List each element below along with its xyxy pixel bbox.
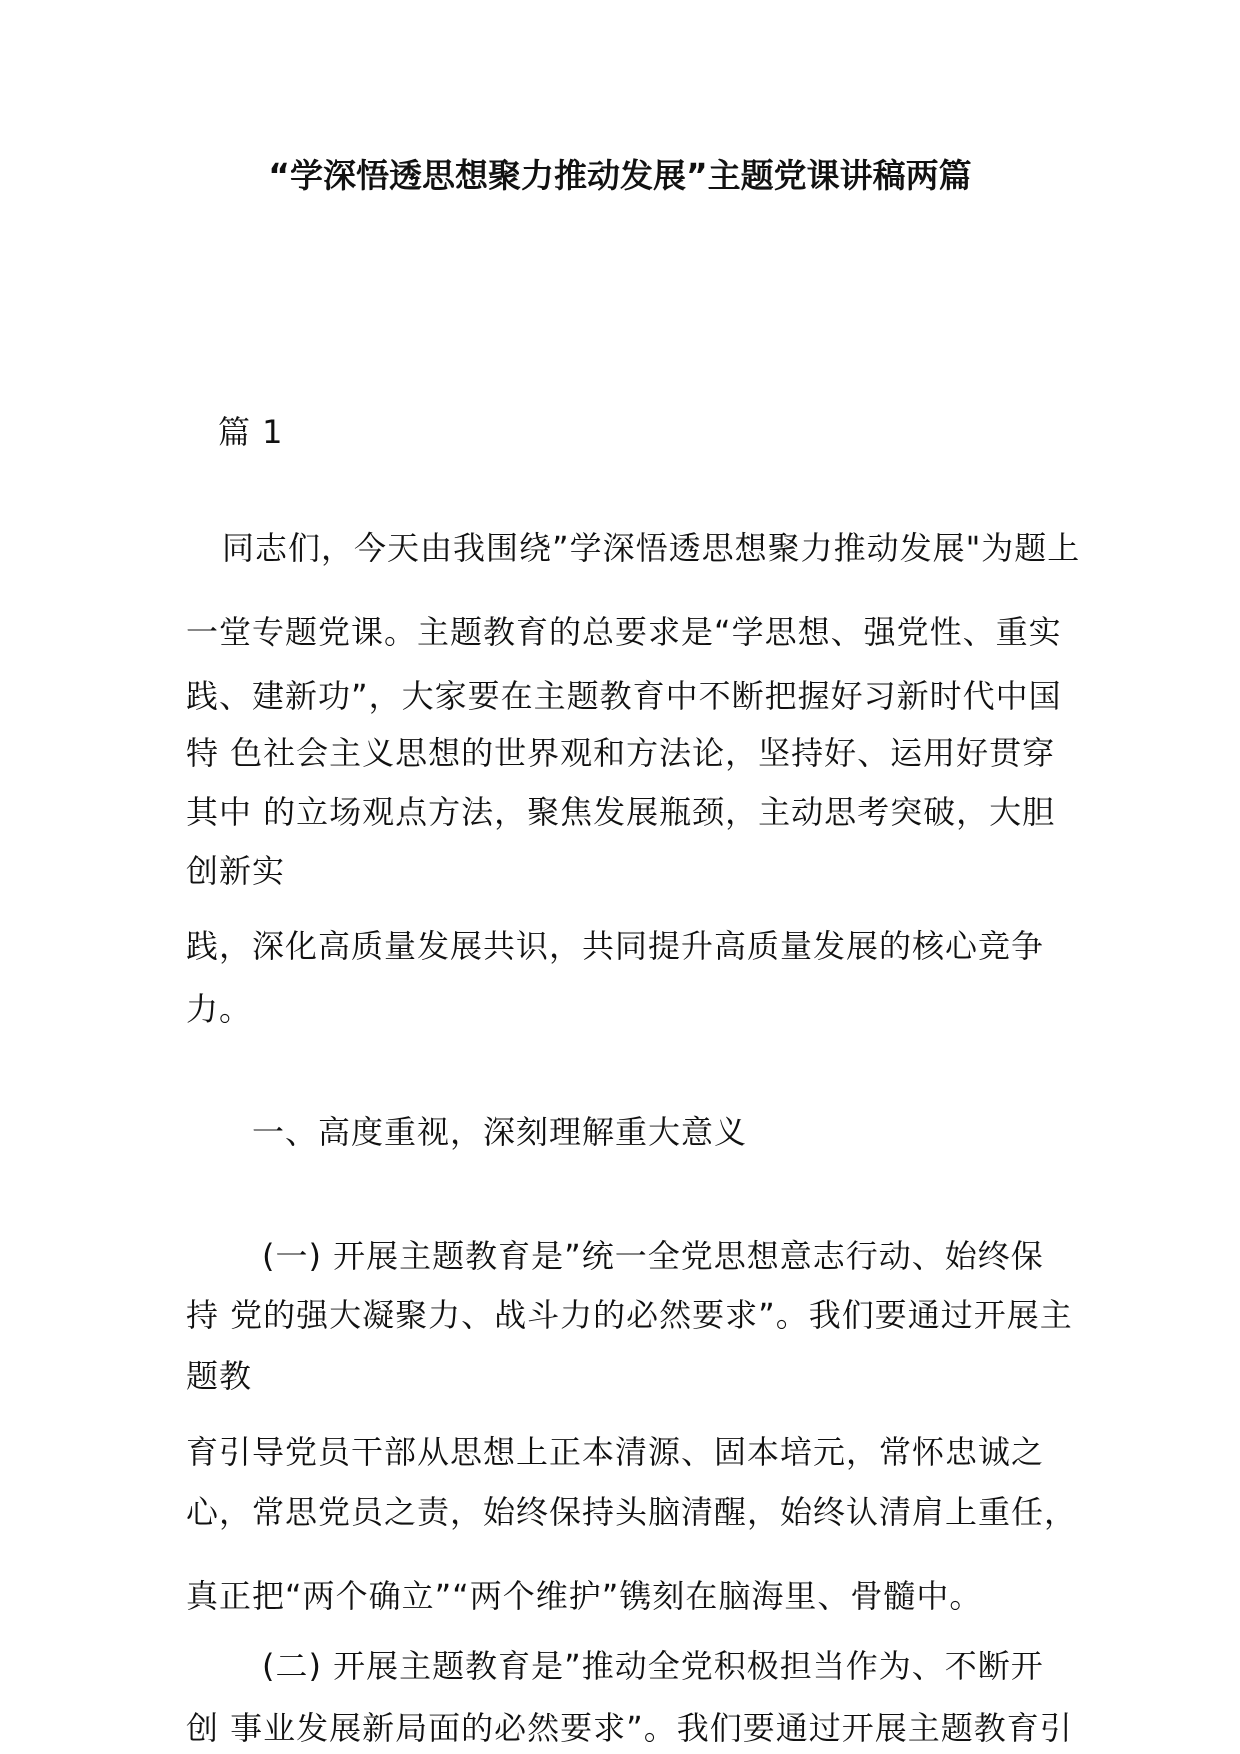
paragraph-line: 力。 <box>186 990 253 1028</box>
paragraph-line: 践，深化高质量发展共识，共同提升高质量发展的核心竞争 <box>186 927 1045 965</box>
paragraph-line: 真正把“两个确立”“两个维护”镌刻在脑海里、骨髓中。 <box>186 1577 983 1615</box>
paragraph-line: 特 色社会主义思想的世界观和方法论，坚持好、运用好贯穿 <box>186 734 1056 772</box>
paragraph-line: 其中 的立场观点方法，聚焦发展瓶颈，主动思考突破，大胆 <box>186 793 1056 831</box>
paragraph-line: 一堂专题党课。主题教育的总要求是“学思想、强党性、重实 <box>186 613 1062 651</box>
paragraph-line: 持 党的强大凝聚力、战斗力的必然要求”。我们要通过开展主 <box>186 1296 1073 1334</box>
section-label: 篇 1 <box>218 413 284 451</box>
paragraph-line: 践、建新功”，大家要在主题教育中不断把握好习新时代中国 <box>186 677 1062 715</box>
document-title: “学深悟透思想聚力推动发展”主题党课讲稿两篇 <box>268 156 972 195</box>
paragraph-line: 心，常思党员之责，始终保持头脑清醒，始终认清肩上重任， <box>186 1493 1078 1531</box>
paragraph-line: (一) 开展主题教育是”统一全党思想意志行动、始终保 <box>262 1237 1044 1275</box>
paragraph-line: 同志们，今天由我围绕”学深悟透思想聚力推动发展"为题上 <box>222 529 1081 567</box>
paragraph-line: 创新实 <box>186 852 286 890</box>
section-heading: 一、高度重视，深刻理解重大意义 <box>252 1113 748 1151</box>
paragraph-line: 题教 <box>186 1357 253 1395</box>
paragraph-line: 育引导党员干部从思想上正本清源、固本培元，常怀忠诚之 <box>186 1433 1045 1471</box>
paragraph-line: 创 事业发展新局面的必然要求”。我们要通过开展主题教育引 <box>186 1709 1073 1747</box>
paragraph-line: (二) 开展主题教育是”推动全党积极担当作为、不断开 <box>262 1647 1044 1685</box>
